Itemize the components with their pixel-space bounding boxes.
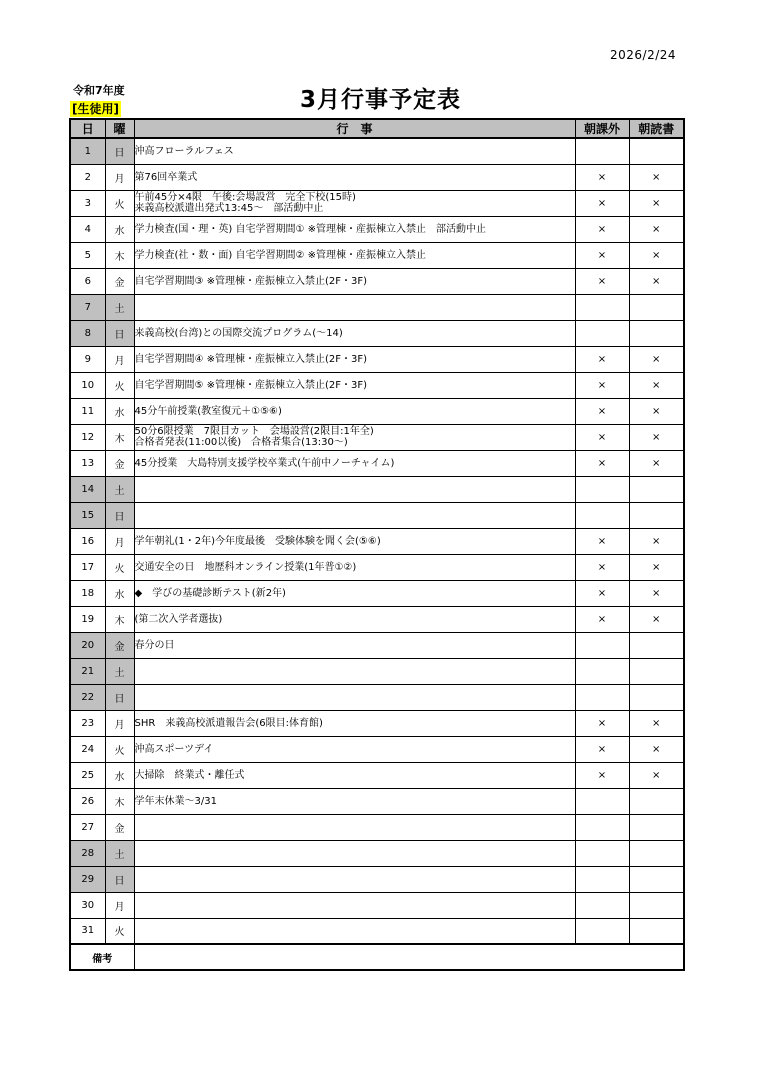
- day-cell: 29: [70, 866, 105, 892]
- weekday-cell: 火: [105, 372, 134, 398]
- event-line: 自宅学習期間④ ※管理棟・産振棟立入禁止(2F・3F): [134, 353, 368, 365]
- morning-reading-cell: ×: [629, 216, 684, 242]
- event-cell: [134, 450, 575, 476]
- morning-reading-cell: [629, 632, 684, 658]
- morning-extra-cell: [575, 320, 629, 346]
- event-cell: [134, 528, 575, 554]
- event-cell: [134, 554, 575, 580]
- table-row: [70, 684, 684, 710]
- event-line: 自宅学習期間③ ※管理棟・産振棟立入禁止(2F・3F): [134, 275, 368, 287]
- morning-extra-cell: ×: [575, 216, 629, 242]
- event-line: 合格者発表(11:00以後) 合格者集合(13:30〜): [134, 437, 348, 448]
- audience-badge: [生徒用]: [72, 102, 119, 116]
- morning-reading-cell: [629, 684, 684, 710]
- morning-extra-cell: ×: [575, 528, 629, 554]
- table-row: [70, 346, 684, 372]
- table-row: [70, 580, 684, 606]
- event-line: 学力検査(社・数・面) 自宅学習期間② ※管理棟・産振棟立入禁止: [134, 249, 427, 261]
- morning-extra-cell: [575, 632, 629, 658]
- event-line: 自宅学習期間⑤ ※管理棟・産振棟立入禁止(2F・3F): [134, 379, 368, 391]
- morning-reading-cell: ×: [629, 606, 684, 632]
- column-header-event: 行 事: [134, 119, 575, 138]
- event-cell: [134, 242, 575, 268]
- column-header-day: 日: [70, 119, 105, 138]
- weekday-cell: 火: [105, 736, 134, 762]
- morning-extra-cell: ×: [575, 710, 629, 736]
- event-cell: [134, 398, 575, 424]
- morning-reading-cell: [629, 658, 684, 684]
- table-row: [70, 190, 684, 216]
- event-cell: [134, 892, 575, 918]
- day-cell: 21: [70, 658, 105, 684]
- event-cell: [134, 606, 575, 632]
- table-row: [70, 424, 684, 450]
- morning-extra-cell: ×: [575, 736, 629, 762]
- table-row: [70, 502, 684, 528]
- event-cell: [134, 216, 575, 242]
- day-cell: 6: [70, 268, 105, 294]
- morning-extra-cell: ×: [575, 606, 629, 632]
- day-cell: 31: [70, 918, 105, 944]
- day-cell: 5: [70, 242, 105, 268]
- remarks-field: [134, 944, 684, 970]
- table-row: [70, 138, 684, 164]
- event-line: 沖高スポーツデイ: [134, 743, 214, 755]
- event-cell: [134, 320, 575, 346]
- event-line: 45分午前授業(教室復元＋①⑤⑥): [134, 405, 282, 417]
- day-cell: 8: [70, 320, 105, 346]
- weekday-cell: 日: [105, 138, 134, 164]
- weekday-cell: 木: [105, 788, 134, 814]
- morning-reading-cell: [629, 892, 684, 918]
- weekday-cell: 土: [105, 294, 134, 320]
- event-line: (第二次入学者選抜): [134, 613, 223, 625]
- remarks-row: [70, 944, 684, 970]
- morning-extra-cell: ×: [575, 268, 629, 294]
- table-row: [70, 866, 684, 892]
- event-line: 来義高校(台湾)との国際交流プログラム(〜14): [134, 327, 343, 339]
- weekday-cell: 日: [105, 866, 134, 892]
- morning-extra-cell: [575, 138, 629, 164]
- morning-reading-cell: ×: [629, 398, 684, 424]
- day-cell: 30: [70, 892, 105, 918]
- table-row: [70, 788, 684, 814]
- day-cell: 12: [70, 424, 105, 450]
- day-cell: 26: [70, 788, 105, 814]
- morning-extra-cell: [575, 476, 629, 502]
- event-line: 学年朝礼(1・2年)今年度最後 受験体験を聞く会(⑤⑥): [134, 535, 381, 547]
- morning-reading-cell: ×: [629, 736, 684, 762]
- morning-reading-cell: ×: [629, 528, 684, 554]
- weekday-cell: 水: [105, 398, 134, 424]
- remarks-label: 備考: [70, 944, 134, 970]
- table-row: [70, 372, 684, 398]
- event-line: 来義高校派遣出発式13:45〜 部活動中止: [134, 203, 324, 214]
- event-line: 45分授業 大島特別支援学校卒業式(午前中ノーチャイム): [134, 457, 395, 469]
- table-row: [70, 164, 684, 190]
- morning-extra-cell: ×: [575, 242, 629, 268]
- event-cell: [134, 372, 575, 398]
- fiscal-year-label: 令和7年度: [73, 84, 125, 97]
- day-cell: 1: [70, 138, 105, 164]
- event-line: 大掃除 終業式・離任式: [134, 769, 245, 781]
- morning-reading-cell: ×: [629, 268, 684, 294]
- day-cell: 11: [70, 398, 105, 424]
- event-line: 第76回卒業式: [134, 171, 198, 183]
- morning-reading-cell: ×: [629, 450, 684, 476]
- morning-reading-cell: ×: [629, 710, 684, 736]
- day-cell: 27: [70, 814, 105, 840]
- event-cell: [134, 658, 575, 684]
- morning-extra-cell: [575, 814, 629, 840]
- event-line: SHR 来義高校派遣報告会(6限目:体育館): [134, 717, 323, 729]
- day-cell: 25: [70, 762, 105, 788]
- day-cell: 13: [70, 450, 105, 476]
- table-row: [70, 710, 684, 736]
- table-row: [70, 242, 684, 268]
- event-cell: [134, 190, 575, 216]
- morning-extra-cell: ×: [575, 554, 629, 580]
- event-line: 交通安全の日 地歴科オンライン授業(1年普①②): [134, 561, 357, 573]
- weekday-cell: 水: [105, 580, 134, 606]
- morning-extra-cell: ×: [575, 190, 629, 216]
- morning-reading-cell: ×: [629, 424, 684, 450]
- morning-reading-cell: [629, 138, 684, 164]
- day-cell: 2: [70, 164, 105, 190]
- schedule-table: [69, 118, 685, 971]
- table-row: [70, 450, 684, 476]
- morning-reading-cell: [629, 840, 684, 866]
- event-cell: [134, 710, 575, 736]
- event-cell: [134, 736, 575, 762]
- weekday-cell: 月: [105, 528, 134, 554]
- morning-extra-cell: ×: [575, 164, 629, 190]
- table-row: [70, 814, 684, 840]
- day-cell: 4: [70, 216, 105, 242]
- morning-extra-cell: ×: [575, 580, 629, 606]
- morning-reading-cell: [629, 502, 684, 528]
- column-header-weekday: 曜: [105, 119, 134, 138]
- event-cell: [134, 346, 575, 372]
- event-cell: [134, 138, 575, 164]
- morning-extra-cell: [575, 788, 629, 814]
- column-header-morning-reading: 朝読書: [629, 119, 684, 138]
- event-line: 沖高フローラルフェス: [134, 145, 234, 157]
- table-row: [70, 892, 684, 918]
- event-cell: [134, 632, 575, 658]
- table-row: [70, 606, 684, 632]
- event-cell: [134, 164, 575, 190]
- day-cell: 10: [70, 372, 105, 398]
- morning-reading-cell: ×: [629, 346, 684, 372]
- morning-extra-cell: ×: [575, 372, 629, 398]
- page-title: 3月行事予定表: [300, 87, 462, 113]
- event-line: 午前45分×4限 午後:会場設営 完全下校(15時): [134, 192, 356, 203]
- event-line: 春分の日: [134, 639, 175, 651]
- weekday-cell: 土: [105, 840, 134, 866]
- weekday-cell: 金: [105, 268, 134, 294]
- table-row: [70, 762, 684, 788]
- day-cell: 19: [70, 606, 105, 632]
- weekday-cell: 月: [105, 346, 134, 372]
- morning-reading-cell: [629, 866, 684, 892]
- day-cell: 7: [70, 294, 105, 320]
- weekday-cell: 日: [105, 320, 134, 346]
- morning-reading-cell: ×: [629, 372, 684, 398]
- day-cell: 23: [70, 710, 105, 736]
- table-row: [70, 554, 684, 580]
- event-cell: [134, 814, 575, 840]
- event-cell: [134, 684, 575, 710]
- table-row: [70, 736, 684, 762]
- print-date: 2026/2/24: [610, 48, 677, 62]
- morning-extra-cell: ×: [575, 762, 629, 788]
- event-line: 学力検査(国・理・英) 自宅学習期間① ※管理棟・産振棟立入禁止 部活動中止: [134, 223, 487, 235]
- weekday-cell: 月: [105, 892, 134, 918]
- weekday-cell: 火: [105, 190, 134, 216]
- morning-reading-cell: ×: [629, 762, 684, 788]
- morning-extra-cell: [575, 918, 629, 944]
- weekday-cell: 水: [105, 216, 134, 242]
- weekday-cell: 木: [105, 606, 134, 632]
- day-cell: 17: [70, 554, 105, 580]
- event-cell: [134, 840, 575, 866]
- morning-reading-cell: [629, 788, 684, 814]
- table-row: [70, 216, 684, 242]
- event-cell: [134, 762, 575, 788]
- morning-extra-cell: [575, 658, 629, 684]
- day-cell: 18: [70, 580, 105, 606]
- table-row: [70, 528, 684, 554]
- event-cell: [134, 866, 575, 892]
- weekday-cell: 火: [105, 918, 134, 944]
- table-row: [70, 918, 684, 944]
- morning-extra-cell: [575, 294, 629, 320]
- weekday-cell: 日: [105, 502, 134, 528]
- table-row: [70, 320, 684, 346]
- event-cell: [134, 476, 575, 502]
- event-line: 学年末休業〜3/31: [134, 795, 217, 807]
- morning-reading-cell: [629, 294, 684, 320]
- weekday-cell: 土: [105, 476, 134, 502]
- weekday-cell: 木: [105, 424, 134, 450]
- column-header-morning-extra: 朝課外: [575, 119, 629, 138]
- morning-extra-cell: ×: [575, 424, 629, 450]
- event-cell: [134, 502, 575, 528]
- table-row: [70, 632, 684, 658]
- morning-reading-cell: ×: [629, 580, 684, 606]
- day-cell: 9: [70, 346, 105, 372]
- table-row: [70, 840, 684, 866]
- morning-reading-cell: ×: [629, 190, 684, 216]
- day-cell: 28: [70, 840, 105, 866]
- day-cell: 24: [70, 736, 105, 762]
- event-cell: [134, 580, 575, 606]
- event-cell: [134, 424, 575, 450]
- weekday-cell: 木: [105, 242, 134, 268]
- morning-reading-cell: [629, 814, 684, 840]
- morning-extra-cell: ×: [575, 398, 629, 424]
- morning-extra-cell: [575, 892, 629, 918]
- morning-extra-cell: [575, 840, 629, 866]
- morning-reading-cell: [629, 476, 684, 502]
- morning-reading-cell: [629, 918, 684, 944]
- morning-extra-cell: ×: [575, 450, 629, 476]
- event-cell: [134, 294, 575, 320]
- morning-extra-cell: ×: [575, 346, 629, 372]
- weekday-cell: 月: [105, 164, 134, 190]
- table-row: [70, 476, 684, 502]
- morning-extra-cell: [575, 502, 629, 528]
- morning-reading-cell: ×: [629, 242, 684, 268]
- day-cell: 16: [70, 528, 105, 554]
- table-row: [70, 658, 684, 684]
- morning-extra-cell: [575, 684, 629, 710]
- table-header-row: [70, 119, 684, 138]
- event-line: ◆ 学びの基礎診断テスト(新2年): [134, 587, 286, 599]
- table-row: [70, 268, 684, 294]
- event-cell: [134, 268, 575, 294]
- weekday-cell: 土: [105, 658, 134, 684]
- weekday-cell: 金: [105, 814, 134, 840]
- table-row: [70, 398, 684, 424]
- weekday-cell: 金: [105, 450, 134, 476]
- table-row: [70, 294, 684, 320]
- weekday-cell: 金: [105, 632, 134, 658]
- weekday-cell: 火: [105, 554, 134, 580]
- morning-reading-cell: ×: [629, 164, 684, 190]
- morning-extra-cell: [575, 866, 629, 892]
- schedule-body: [70, 138, 684, 970]
- weekday-cell: 日: [105, 684, 134, 710]
- day-cell: 22: [70, 684, 105, 710]
- day-cell: 20: [70, 632, 105, 658]
- weekday-cell: 月: [105, 710, 134, 736]
- event-cell: [134, 918, 575, 944]
- day-cell: 3: [70, 190, 105, 216]
- event-cell: [134, 788, 575, 814]
- day-cell: 14: [70, 476, 105, 502]
- weekday-cell: 水: [105, 762, 134, 788]
- morning-reading-cell: ×: [629, 554, 684, 580]
- event-line: 50分6限授業 7限目カット 会場設営(2限目:1年全): [134, 426, 374, 437]
- day-cell: 15: [70, 502, 105, 528]
- morning-reading-cell: [629, 320, 684, 346]
